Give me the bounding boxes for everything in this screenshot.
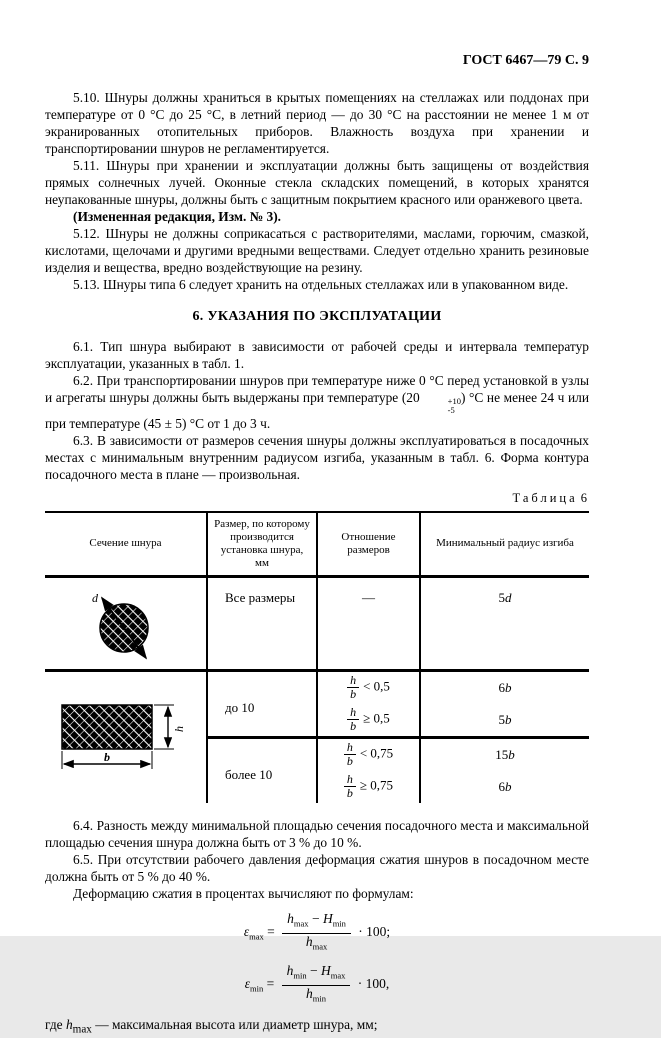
paragraph-6-5: 6.5. При отсутствии рабочего давления деформация сжатия шнуров в посадочном месте должна быть от 5 % до 40 %. — [45, 851, 589, 884]
paragraph-6-2 — [45, 372, 589, 432]
hb-fraction: $\frac{h}{b}$ — [344, 773, 356, 800]
relation-text: ≥ 0,75 — [359, 777, 394, 793]
paragraph-5-13: 5.13. Шнуры типа 6 следует хранить на отдельных стеллажах или в упакованном виде. — [73, 277, 569, 292]
p62-text-before: 6.2. При транспортировании шнуров при температуре ниже 0 °С перед установкой в узлы и агрегаты шнуры должны быть выдержаны при температуре (20 — [45, 373, 589, 405]
size-cell-upto10: до 10 — [207, 670, 317, 737]
size-cell-circle: Все размеры — [207, 576, 317, 670]
radius-number: 15 — [495, 747, 509, 763]
section-6-heading: 6. УКАЗАНИЯ ПО ЭКСПЛУАТАЦИИ — [192, 309, 442, 324]
formula-fraction — [282, 963, 351, 1006]
size-cell-over10: более 10 — [207, 737, 317, 803]
equals-sign: = — [267, 923, 275, 939]
p62-sub: -5 — [447, 404, 455, 415]
table-row-circle — [45, 576, 589, 670]
formula-tail: · 100, — [357, 976, 390, 991]
equals-sign: = — [266, 976, 275, 991]
paragraph-6-5b: Деформацию сжатия в процентах вычисляют по формулам: — [73, 885, 414, 901]
header-cell-section: Сечение шнура — [45, 512, 207, 577]
ratio-cell-2 — [317, 704, 420, 738]
where-definition — [45, 1016, 589, 1038]
radius-variable: b — [505, 680, 512, 696]
paragraph-5-11: 5.11. Шнуры при хранении и эксплуатации должны быть защищены от воздействия прямых солнечных лучей. Оконные стекла складских помещений, в которых хранятся неупакованные шнуры, должны быть с защитным покрытием красного или оранжевого цвета. — [45, 158, 589, 207]
epsilon-symbol: ε — [243, 923, 250, 939]
circle-section-cell — [45, 576, 207, 670]
circle-section-diagram — [66, 589, 186, 663]
ratio-cell-1 — [317, 670, 420, 704]
radius-cell-2 — [420, 704, 589, 738]
ratio-cell-3 — [317, 737, 420, 771]
formula-epsilon-max — [45, 911, 589, 954]
header-cell-ratio: Отношение размеров — [317, 512, 420, 577]
height-label: h — [171, 726, 186, 733]
formula-fraction — [282, 911, 351, 954]
epsilon-subscript: min — [250, 983, 264, 994]
epsilon-symbol: ε — [244, 976, 251, 991]
header-cell-size: Размер, по которому производится установка шнура, мм — [207, 512, 317, 577]
radius-cell-4 — [420, 771, 589, 803]
fraction-denominator: $h_{max}$ — [305, 933, 328, 952]
where-text: — максимальная высота или диаметр шнура, мм; — [91, 1016, 378, 1032]
radius-cell-3 — [420, 737, 589, 771]
table-header-row — [45, 512, 589, 577]
running-header: ГОСТ 6467—79 С. 9 — [462, 53, 589, 68]
radius-number: 6 — [498, 680, 505, 696]
radius-number: 5 — [498, 712, 505, 728]
radius-variable: b — [508, 747, 515, 763]
relation-text: < 0,5 — [363, 678, 390, 694]
cord-rect-section — [62, 705, 152, 749]
where-variable: h — [65, 1016, 73, 1032]
diameter-label: d — [91, 590, 98, 605]
paragraph-6-3: 6.3. В зависимости от размеров сечения шнуры должны эксплуатироваться в посадочных местах с минимальным внутренним радиусом изгиба, указанным в табл. 6. Форма контура посадочного места в плане — произвольная. — [45, 432, 589, 482]
where-lead: где — [45, 1016, 66, 1032]
p62-tolerance — [420, 397, 461, 415]
rect-section-cell — [45, 670, 207, 803]
table-6 — [45, 511, 589, 803]
paragraph-5-11-note: (Измененная редакция, Изм. № 3). — [73, 209, 282, 224]
header-cell-radius: Минимальный радиус изгиба — [420, 512, 589, 577]
formula-tail: · 100; — [358, 923, 391, 939]
hb-fraction: $\frac{h}{b}$ — [344, 741, 356, 768]
p62-sup: +10 — [447, 396, 461, 406]
hb-fraction: $\frac{h}{b}$ — [347, 706, 359, 733]
table-row-rect-1 — [45, 670, 589, 704]
radius-variable: b — [505, 779, 512, 795]
where-variable-sub: max — [72, 1023, 92, 1036]
radius-cell-circle — [420, 576, 589, 670]
radius-variable: b — [505, 712, 512, 728]
relation-text: ≥ 0,5 — [363, 710, 390, 726]
fraction-numerator: $h_{min} - H_{max}$ — [282, 963, 351, 986]
ratio-cell-4 — [317, 771, 420, 803]
fraction-numerator: $h_{max} - H_{min}$ — [282, 911, 351, 934]
ratio-cell-circle: — — [317, 576, 420, 670]
width-label: b — [103, 750, 110, 765]
radius-number: 6 — [498, 779, 505, 795]
rect-section-diagram — [52, 693, 200, 777]
paragraph-6-4: 6.4. Разность между минимальной площадью сечения посадочного места и максимальной площадью сечения шнура должна быть от 3 % до 10 %. — [45, 817, 589, 850]
radius-variable: d — [505, 589, 512, 605]
fraction-denominator: $h_{min}$ — [306, 985, 327, 1004]
paragraph-5-12: 5.12. Шнуры не должны соприкасаться с растворителями, маслами, горючим, смазкой, кислотами, щелочами и другими вредными веществами. Следует отдельно хранить резиновые изделия и вещества, вредно воздействующие на резину. — [45, 226, 589, 275]
hb-fraction: $\frac{h}{b}$ — [347, 674, 359, 701]
table-6-label-number: 6 — [580, 490, 587, 505]
table-6-label — [45, 490, 587, 507]
radius-number: 5 — [498, 589, 505, 605]
table-6-label-word: Таблица — [512, 490, 578, 505]
paragraph-6-1: 6.1. Тип шнура выбирают в зависимости от рабочей среды и интервала температур эксплуатации, указанных в табл. 1. — [45, 339, 589, 371]
p62-text-after: ) °С не менее 24 ч или при температуре (45 ± 5) °С от 1 до 3 ч. — [45, 390, 589, 431]
formula-epsilon-min — [45, 963, 589, 1006]
radius-cell-1 — [420, 670, 589, 704]
epsilon-subscript: max — [249, 931, 264, 942]
relation-text: < 0,75 — [359, 745, 394, 761]
paragraph-5-10: 5.10. Шнуры должны храниться в крытых помещениях на стеллажах или поддонах при температуре от 0 °С до 25 °С, в летний период — до 30 °С на расстоянии не менее 1 м от экранированных отопительных приборов. Влажность воздуха при хранении и транспортировании шнуров не регламентируется. — [45, 90, 589, 156]
